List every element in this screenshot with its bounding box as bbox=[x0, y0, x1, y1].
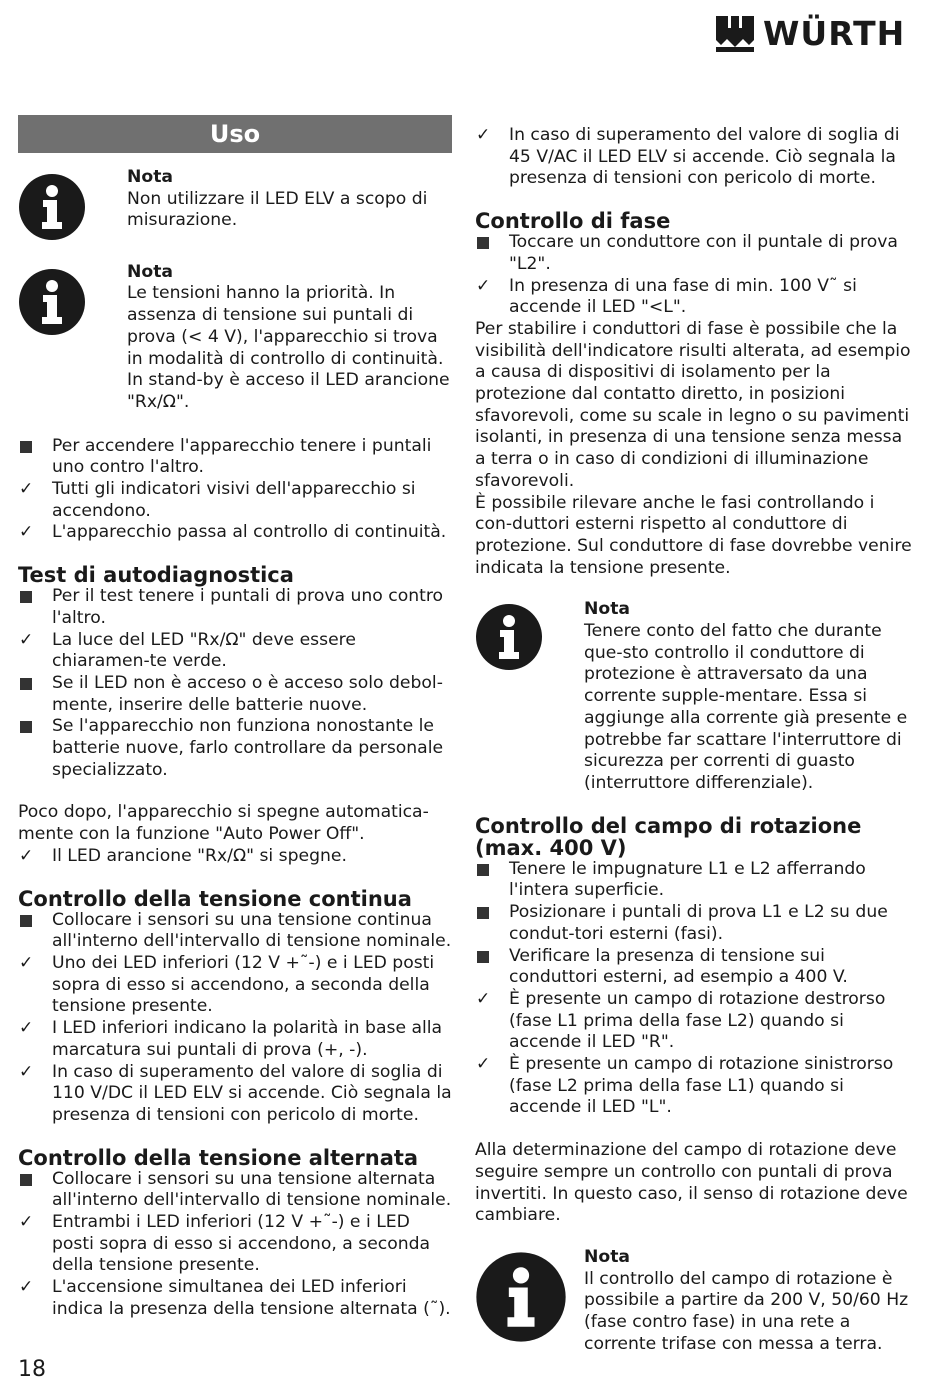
list-item bbox=[18, 479, 452, 522]
check-mark-icon: ✓ bbox=[19, 1018, 34, 1039]
list-item-text: Uno dei LED inferiori (12 V +˜-) e i LED posti sopra di esso si accendono, a seconda della tensione presente. bbox=[52, 952, 435, 1017]
list-item-text: Se il LED non è acceso o è acceso solo debol-mente, inserire delle batterie nuove. bbox=[52, 672, 443, 715]
left-column bbox=[18, 115, 452, 1321]
list-item-text: La luce del LED "Rx/Ω" deve essere chiaramen-te verde. bbox=[52, 629, 356, 672]
list-item bbox=[475, 902, 915, 945]
list-item bbox=[18, 1062, 452, 1127]
note-text: Tenere conto del fatto che durante que-sto controllo il conduttore di protezione è attraversato da una corrente supple-mentare. Essa si aggiunge alla corrente già presente e potrebbe far scattare l'interruttore di sicurezza per correnti di guasto (interruttore differenziale). bbox=[584, 621, 908, 793]
check-mark-icon: ✓ bbox=[476, 1054, 491, 1075]
list-item bbox=[18, 1018, 452, 1061]
paragraph: Alla determinazione del campo di rotazione deve seguire sempre un controllo con puntali di prova invertiti. In questo caso, il senso di rotazione deve cambiare. bbox=[475, 1140, 908, 1226]
note-title: Nota bbox=[584, 1246, 631, 1267]
list-item-text: Tenere le impugnature L1 e L2 afferrando l'intera superficie. bbox=[509, 858, 866, 901]
square-bullet-icon bbox=[20, 915, 32, 927]
note-text: Non utilizzare il LED ELV a scopo di misurazione. bbox=[127, 188, 428, 231]
list-item-text: Collocare i sensori su una tensione continua all'interno dell'intervallo di tensione nominale. bbox=[52, 909, 452, 952]
square-bullet-icon bbox=[20, 678, 32, 690]
paragraph: Per stabilire i conduttori di fase è possibile che la visibilità dell'indicatore risulti alterata, ad esempio a causa di dispositivi di isolamento per la protezione dal contatto diretto, in posizioni sfavorevoli, come su scale in legno o su pavimenti isolanti, in presenza di una tensione senza messa a terra o in caso di condizioni di illuminazione sfavorevoli. bbox=[475, 318, 911, 491]
list-item-text: I LED inferiori indicano la polarità in base alla marcatura sui puntali di prova (+, -). bbox=[52, 1018, 443, 1060]
note-text: Le tensioni hanno la priorità. In assenza di tensione sui puntali di prova (< 4 V), l'apparecchio si trova in modalità di controllo di continuità. In stand-by è acceso il LED arancione "Rx/Ω". bbox=[127, 283, 450, 412]
list-item bbox=[18, 1169, 452, 1212]
list-item-text: È presente un campo di rotazione destrorso (fase L1 prima della fase L2) quando si accende il LED "R". bbox=[509, 988, 886, 1053]
check-mark-icon: ✓ bbox=[19, 479, 34, 500]
square-bullet-icon bbox=[477, 907, 489, 919]
list-item-text: Per il test tenere i puntali di prova uno contro l'altro. bbox=[52, 586, 444, 628]
list-item-text: L'apparecchio passa al controllo di continuità. bbox=[52, 522, 447, 543]
heading-rotation-test-sub: (max. 400 V) bbox=[475, 835, 627, 860]
list-item-text: In caso di superamento del valore di soglia di 110 V/DC il LED ELV si accende. Ciò segnala la presenza di tensioni con pericolo di morte. bbox=[52, 1061, 452, 1125]
check-mark-icon: ✓ bbox=[19, 1277, 34, 1298]
phase-test-list bbox=[475, 232, 915, 319]
note-title: Nota bbox=[127, 167, 174, 187]
note-block bbox=[475, 599, 915, 794]
check-mark-icon: ✓ bbox=[476, 988, 491, 1009]
list-item bbox=[18, 586, 452, 629]
wurth-logo-mark-icon bbox=[715, 14, 755, 54]
self-test-list bbox=[18, 586, 452, 781]
list-item bbox=[18, 846, 452, 868]
list-item-text: Il LED arancione "Rx/Ω" si spegne. bbox=[52, 845, 347, 866]
heading-ac-test: Controllo della tensione alternata bbox=[18, 1145, 419, 1170]
check-mark-icon: ✓ bbox=[19, 1212, 34, 1233]
check-mark-icon: ✓ bbox=[19, 845, 34, 866]
list-item bbox=[475, 1054, 915, 1119]
list-item bbox=[475, 859, 915, 902]
square-bullet-icon bbox=[20, 1174, 32, 1186]
list-item bbox=[18, 1277, 452, 1320]
note-block bbox=[475, 1247, 915, 1356]
square-bullet-icon bbox=[477, 951, 489, 963]
check-mark-icon: ✓ bbox=[19, 522, 34, 543]
list-item bbox=[475, 125, 915, 190]
note-block bbox=[18, 262, 452, 414]
list-item-text: Posizionare i puntali di prova L1 e L2 su due condut-tori esterni (fasi). bbox=[509, 902, 888, 944]
check-mark-icon: ✓ bbox=[476, 125, 491, 145]
list-item-text: Verificare la presenza di tensione sui conduttori esterni, ad esempio a 400 V. bbox=[509, 945, 848, 988]
list-item-text: Per accendere l'apparecchio tenere i puntali uno contro l'altro. bbox=[52, 435, 432, 478]
list-item bbox=[475, 232, 915, 275]
list-item bbox=[18, 910, 452, 953]
intro-list bbox=[18, 436, 452, 545]
list-item bbox=[18, 673, 452, 716]
auto-off-list bbox=[18, 846, 452, 868]
check-mark-icon: ✓ bbox=[476, 275, 491, 296]
list-item bbox=[18, 522, 452, 544]
square-bullet-icon bbox=[477, 237, 489, 249]
phase-paragraphs bbox=[475, 319, 915, 579]
heading-phase-test: Controllo di fase bbox=[475, 209, 671, 234]
list-item-text: Toccare un conduttore con il puntale di prova "L2". bbox=[509, 232, 898, 274]
logo-text: WÜRTH bbox=[763, 14, 906, 53]
square-bullet-icon bbox=[20, 441, 32, 453]
list-item bbox=[18, 716, 452, 781]
list-item bbox=[475, 989, 915, 1054]
right-column bbox=[475, 125, 915, 1355]
info-icon bbox=[475, 1251, 567, 1343]
ac-continued-list bbox=[475, 125, 915, 190]
note-text: Il controllo del campo di rotazione è possibile a partire da 200 V, 50/60 Hz (fase contro fase) in una rete a corrente trifase con messa a terra. bbox=[584, 1268, 909, 1354]
page-number: 18 bbox=[18, 1357, 46, 1382]
wurth-logo bbox=[715, 14, 905, 54]
info-icon bbox=[475, 603, 543, 671]
auto-off-paragraph bbox=[18, 802, 452, 845]
note-title: Nota bbox=[127, 261, 174, 282]
list-item-text: In presenza di una fase di min. 100 V˜ si accende il LED "<L". bbox=[509, 275, 857, 318]
square-bullet-icon bbox=[477, 864, 489, 876]
paragraph: Poco dopo, l'apparecchio si spegne automatica-mente con la funzione "Auto Power Off". bbox=[18, 802, 429, 845]
info-icon bbox=[18, 268, 86, 336]
square-bullet-icon bbox=[20, 721, 32, 733]
list-item bbox=[18, 953, 452, 1018]
list-item bbox=[18, 1212, 452, 1277]
list-item-text: L'accensione simultanea dei LED inferiori indica la presenza della tensione alternata (˜). bbox=[52, 1277, 451, 1319]
dc-test-list bbox=[18, 910, 452, 1127]
list-item-text: Collocare i sensori su una tensione alternata all'interno dell'intervallo di tensione nominale. bbox=[52, 1168, 452, 1211]
list-item-text: Se l'apparecchio non funziona nonostante le batterie nuove, farlo controllare da personale specializzato. bbox=[52, 716, 444, 780]
rotation-paragraph bbox=[475, 1140, 915, 1227]
list-item-text: Tutti gli indicatori visivi dell'apparecchio si accendono. bbox=[52, 479, 416, 521]
heading-self-test: Test di autodiagnostica bbox=[18, 563, 294, 588]
rotation-test-list bbox=[475, 859, 915, 1119]
list-item bbox=[475, 946, 915, 989]
list-item-text: Entrambi i LED inferiori (12 V +˜-) e i LED posti sopra di esso si accendono, a seconda della tensione presente. bbox=[52, 1212, 431, 1276]
check-mark-icon: ✓ bbox=[19, 952, 34, 973]
note-title: Nota bbox=[584, 599, 631, 620]
list-item bbox=[475, 276, 915, 319]
section-title-uso: Uso bbox=[18, 115, 452, 153]
check-mark-icon: ✓ bbox=[19, 1061, 34, 1082]
info-icon bbox=[18, 173, 86, 241]
list-item bbox=[18, 630, 452, 673]
list-item-text: È presente un campo di rotazione sinistrorso (fase L2 prima della fase L1) quando si accende il LED "L". bbox=[509, 1054, 894, 1118]
list-item-text: In caso di superamento del valore di soglia di 45 V/AC il LED ELV si accende. Ciò segnala la presenza di tensioni con pericolo di morte. bbox=[509, 125, 900, 189]
note-block bbox=[18, 167, 452, 248]
square-bullet-icon bbox=[20, 591, 32, 603]
heading-dc-test: Controllo della tensione continua bbox=[18, 886, 412, 911]
list-item bbox=[18, 436, 452, 479]
check-mark-icon: ✓ bbox=[19, 629, 34, 650]
ac-test-list bbox=[18, 1169, 452, 1321]
paragraph: È possibile rilevare anche le fasi controllando i con-duttori esterni rispetto al conduttore di protezione. Sul conduttore di fase dovrebbe venire indicata la tensione presente. bbox=[475, 492, 912, 578]
heading-rotation-test: Controllo del campo di rotazione bbox=[475, 813, 862, 838]
